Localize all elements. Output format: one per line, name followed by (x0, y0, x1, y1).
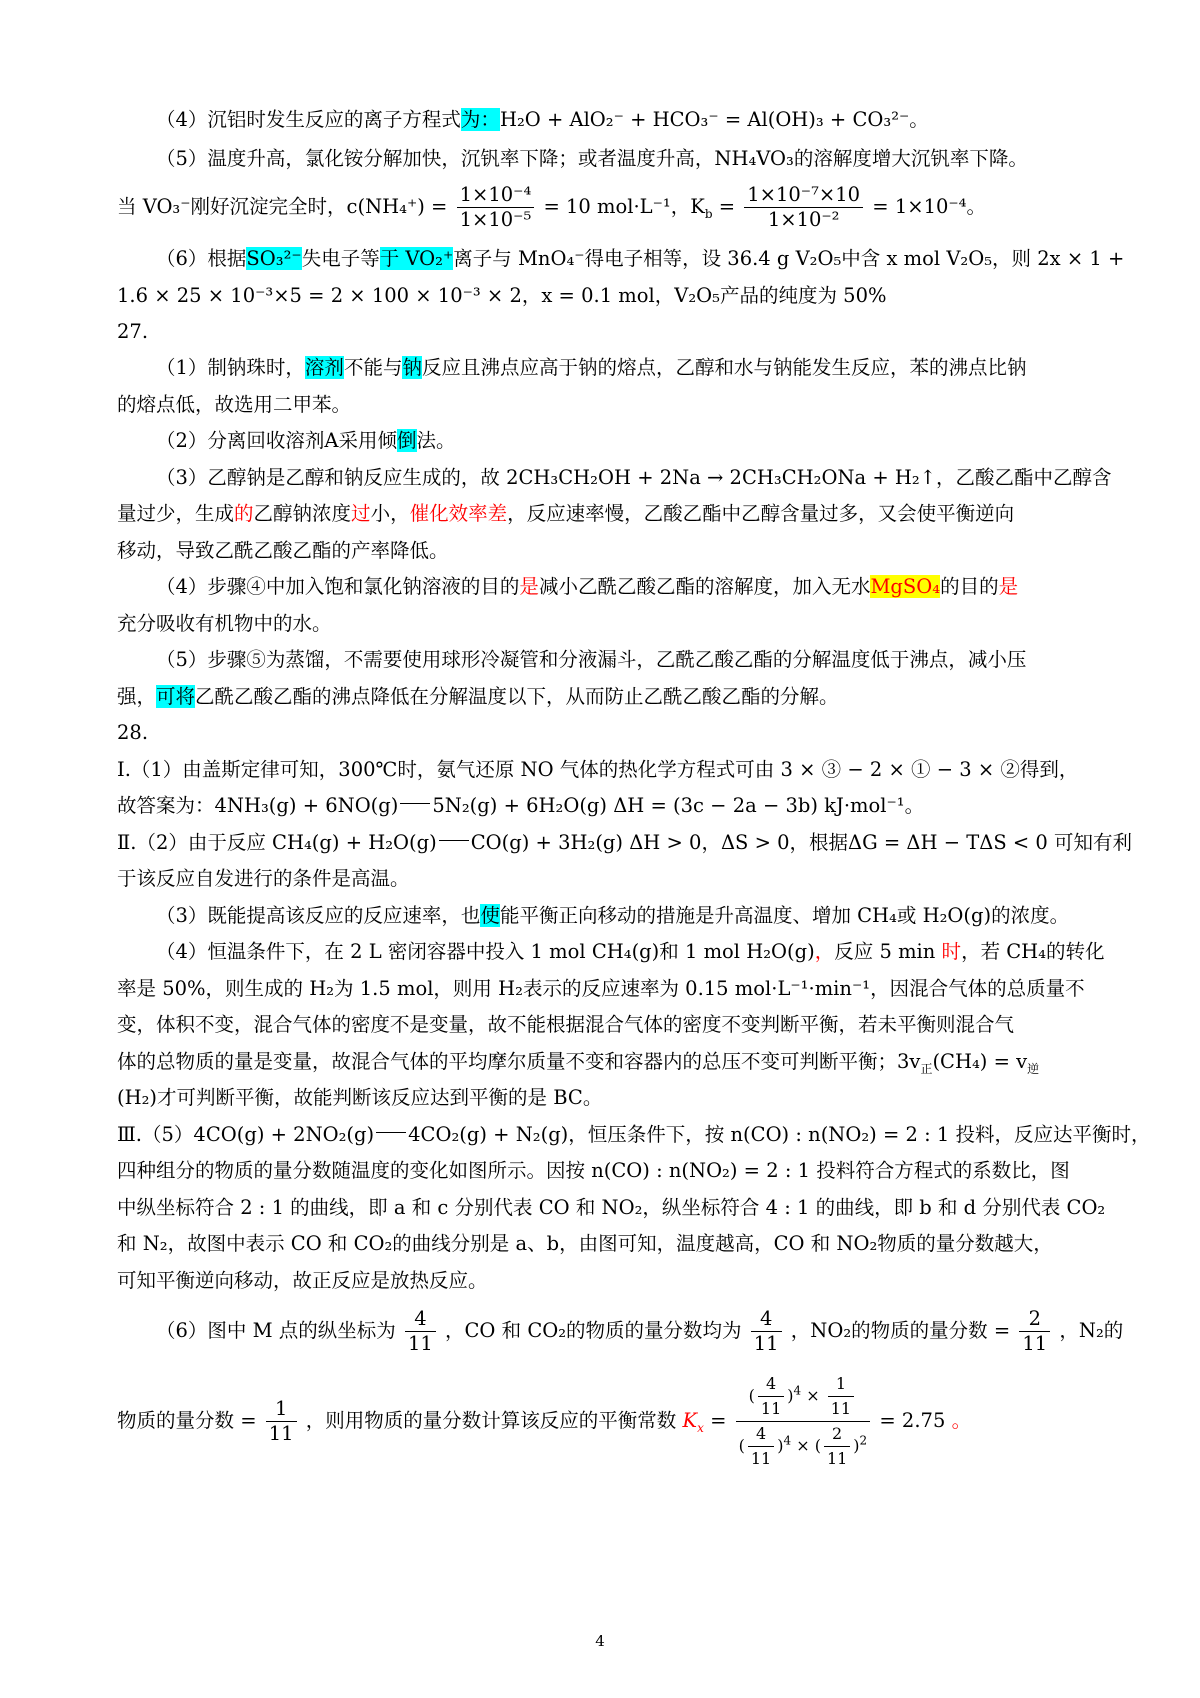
q28-ii-line2: 于该反应自发进行的条件是高温。 (117, 867, 410, 890)
fraction: $\frac{\text{1×10⁻⁴}}{\text{1×10⁻⁵}}$ (457, 183, 535, 232)
equation: H₂O + AlO₂⁻ + HCO₃⁻ = Al(OH)₃ + CO₃²⁻。 (499, 108, 929, 131)
answer-4-line (156, 107, 929, 133)
q28-iii-line1: Ⅲ.（5）4CO(g) + 2NO₂(g) 4CO₂(g) + N₂(g)，恒压条件下，按 n(CO) : n(NO₂) = 2 : 1 投料，反应达平衡时， (117, 1123, 1151, 1146)
q27-s1-line2: 的熔点低，故选用二甲苯。 (117, 393, 352, 416)
q27-s2: （2）分离回收溶剂A采用倾倒法。 (156, 429, 456, 452)
text: = 1×10⁻⁴。 (872, 195, 986, 218)
q28-s4-line3: 变，体积不变，混合气体的密度不是变量，故不能根据混合气体的密度不变判断平衡，若未平衡则混合气 (117, 1013, 1015, 1036)
text: 当 VO₃⁻刚好沉淀完全时，c(NH₄⁺) = (117, 195, 448, 218)
fraction: $\frac{\text{1×10⁻⁷×10}}{\text{1×10⁻²}}$ (744, 183, 863, 232)
answer-6-line1: （6）根据SO₃²⁻失电子等于 VO₂⁺离子与 MnO₄⁻得电子相等，设 36.4 g V₂O₅中含 x mol V₂O₅，则 2x × 1 + (156, 247, 1125, 270)
kx-fraction (736, 1372, 871, 1471)
q28-iii-line3: 中纵坐标符合 2 : 1 的曲线，即 a 和 c 分别代表 CO 和 NO₂，纵坐标符合 4 : 1 的曲线，即 b 和 d 分别代表 CO₂ (117, 1196, 1106, 1219)
equilibrium-arrow-icon (400, 803, 430, 804)
fraction: $\frac{2}{11}$ (1019, 1307, 1050, 1356)
q28-iii-line2: 四种组分的物质的量分数随温度的变化如图所示。因按 n(CO) : n(NO₂) = 2 : 1 投料符合方程式的系数比，图 (117, 1159, 1070, 1182)
q28-i-line2: 故答案为：4NH₃(g) + 6NO(g) 5N₂(g) + 6H₂O(g) ΔH = (3c − 2a − 3b) kJ·mol⁻¹。 (117, 794, 925, 817)
answer-6-line2: 1.6 × 25 × 10⁻³×5 = 2 × 100 × 10⁻³ × 2，x = 0.1 mol，V₂O₅产品的纯度为 50% (117, 284, 887, 307)
q27-s5-line1: （5）步骤⑤为蒸馏，不需要使用球形冷凝管和分液漏斗，乙酰乙酸乙酯的分解温度低于沸点，减小压 (156, 648, 1027, 671)
kx-symbol: $K_x$ (682, 1409, 704, 1435)
q27-s4-line2: 充分吸收有机物中的水。 (117, 612, 332, 635)
question-27-number: 27. (117, 320, 149, 343)
q28-ii-line1: Ⅱ.（2）由于反应 CH₄(g) + H₂O(g) CO(g) + 3H₂(g) ΔH > 0，ΔS > 0，根据ΔG = ΔH − TΔS < 0 可知有利 (117, 831, 1133, 854)
fraction: $\frac{1}{11}$ (266, 1397, 297, 1446)
equilibrium-arrow-icon (439, 840, 469, 841)
q28-s4-line1: （4）恒温条件下，在 2 L 密闭容器中投入 1 mol CH₄(g)和 1 mol H₂O(g)，反应 5 min 时，若 CH₄的转化 (156, 940, 1105, 963)
q28-s6-line2: 物质的量分数 = $\frac{1}{11}$ ，则用物质的量分数计算该反应的平衡常数 $K_x$ = ( $\frac{4}{11}$ )$^4$ × $\frac{1}{11}$ ( $\frac{4}{11}$ )$^4$ × ( $\frac{2}{11}$ )$^2$ = 2.75 。 (117, 1372, 971, 1471)
q27-s1-line1: （1）制钠珠时，溶剂不能与钠反应且沸点应高于钠的熔点，乙醇和水与钠能发生反应，苯的沸点比钠 (156, 356, 1027, 379)
q28-iii-line5: 可知平衡逆向移动，故正反应是放热反应。 (117, 1269, 488, 1292)
question-28-number: 28. (117, 721, 149, 744)
answer-5-line2: 当 VO₃⁻刚好沉淀完全时，c(NH₄⁺) = $\frac{\text{1×10⁻⁴}}{\text{1×10⁻⁵}}$ = 10 mol·L⁻¹，$K_b$ = $\frac{\text{1×10⁻⁷×10}}{\text{1×10⁻²}}$ = 1×10⁻⁴。 (117, 183, 986, 231)
q28-i-line1: Ⅰ.（1）由盖斯定律可知，300℃时，氨气还原 NO 气体的热化学方程式可由 3 × ③ − 2 × ① − 3 × ②得到， (117, 758, 1079, 781)
q27-s5-line2: 强，可将乙酰乙酸乙酯的沸点降低在分解温度以下，从而防止乙酰乙酸乙酯的分解。 (117, 685, 839, 708)
kx-numerator: ( $\frac{4}{11}$ )$^4$ × $\frac{1}{11}$ (736, 1372, 871, 1422)
text: = (718, 195, 736, 218)
equilibrium-arrow-icon (376, 1132, 406, 1133)
q27-s4-line1: （4）步骤④中加入饱和氯化钠溶液的目的是减小乙酰乙酸乙酯的溶解度，加入无水MgSO₄的目的是 (156, 575, 1019, 598)
fraction: $\frac{4}{11}$ (751, 1307, 782, 1356)
q28-s4-line2: 率是 50%，则生成的 H₂为 1.5 mol，则用 H₂表示的反应速率为 0.15 mol·L⁻¹·min⁻¹，因混合气体的总质量不 (117, 977, 1085, 1000)
q27-s3-line2: 量过少，生成的乙醇钠浓度过小，催化效率差，反应速率慢，乙酸乙酯中乙醇含量过多，又会使平衡逆向 (117, 502, 1015, 525)
q27-s3-line3: 移动，导致乙酰乙酸乙酯的产率降低。 (117, 539, 449, 562)
q28-s3: （3）既能提高该反应的反应速率，也使能平衡正向移动的措施是升高温度、增加 CH₄或 H₂O(g)的浓度。 (156, 904, 1070, 927)
answer-5-line1: （5）温度升高，氯化铵分解加快，沉钒率下降；或者温度升高，NH₄VO₃的溶解度增大沉钒率下降。 (156, 147, 1028, 170)
q28-iii-line4: 和 N₂，故图中表示 CO 和 CO₂的曲线分别是 a、b，由图可知，温度越高，CO 和 NO₂物质的量分数越大， (117, 1232, 1053, 1255)
page-number: 4 (595, 1632, 605, 1650)
q27-s3-line1: （3）乙醇钠是乙醇和钠反应生成的，故 2CH₃CH₂OH + 2Na → 2CH₃CH₂ONa + H₂↑，乙酸乙酯中乙醇含 (156, 466, 1112, 489)
fraction: $\frac{4}{11}$ (405, 1307, 436, 1356)
text: = 10 mol·L⁻¹，K (543, 195, 705, 218)
highlight: 为： (460, 108, 500, 131)
text: （4）沉铝时发生反应的离子方程式 (156, 108, 461, 131)
q28-s6-line1: （6）图中 M 点的纵坐标为 $\frac{4}{11}$ ，CO 和 CO₂的物质的量分数均为 $\frac{4}{11}$ ，NO₂的物质的量分数 = $\frac{2}{11}$ ，N₂的 (156, 1307, 1124, 1355)
kx-denominator: ( $\frac{4}{11}$ )$^4$ × ( $\frac{2}{11}$ )$^2$ (738, 1424, 868, 1468)
q28-s4-line5: (H₂)才可判断平衡，故能判断该反应达到平衡的是 BC。 (117, 1086, 603, 1109)
q28-s4-line4: 体的总物质的量是变量，故混合气体的平均摩尔质量不变和容器内的总压不变可判断平衡；$3v_正(CH_4) = v_逆$ (117, 1050, 1040, 1076)
